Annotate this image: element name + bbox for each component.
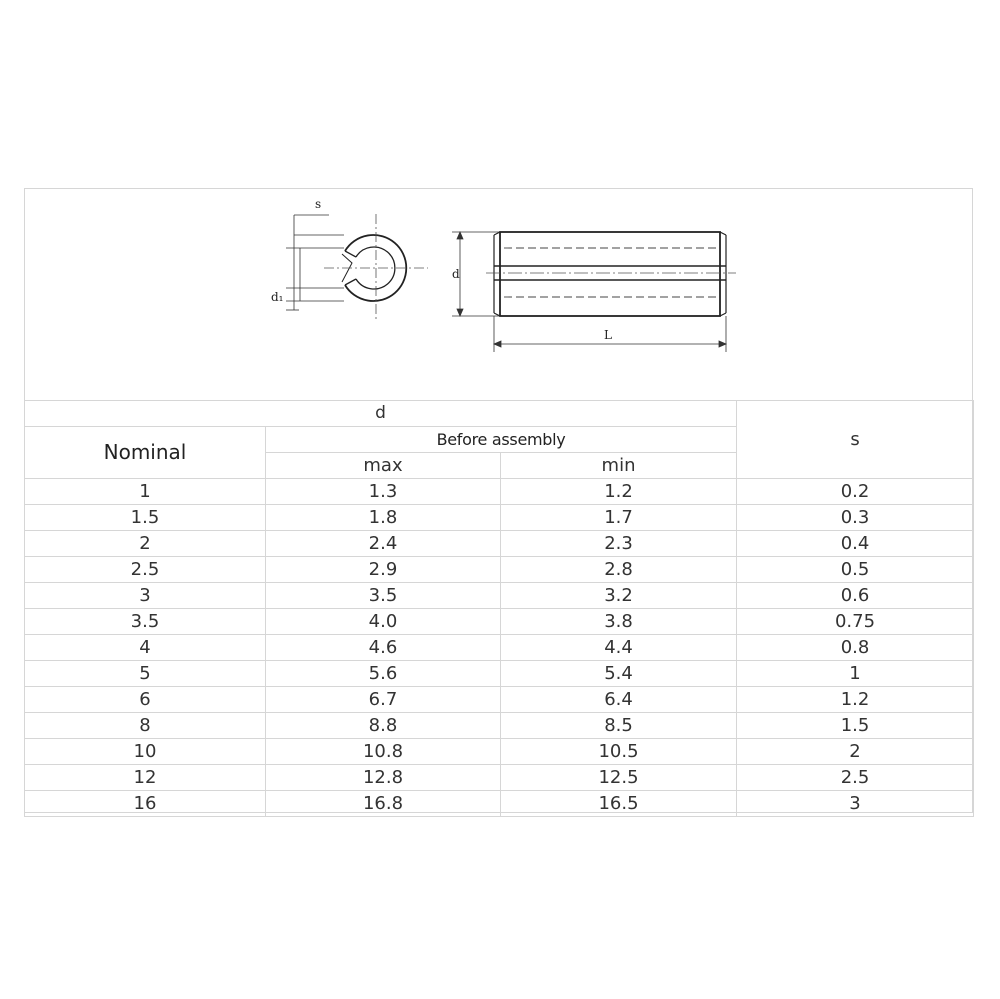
cell-max: 3.5 <box>266 583 501 609</box>
cell-nominal: 2.5 <box>25 557 266 583</box>
cell-nominal: 6 <box>25 687 266 713</box>
technical-drawing <box>24 188 973 400</box>
cell-max: 8.8 <box>266 713 501 739</box>
dimension-table <box>24 400 974 817</box>
cell-min: 4.4 <box>501 635 737 661</box>
label-L: L <box>604 328 612 342</box>
cell-min: 1.7 <box>501 505 737 531</box>
s-dimension <box>286 215 344 310</box>
cell-max: 4.0 <box>266 609 501 635</box>
cell-max: 10.8 <box>266 739 501 765</box>
cell-s: 2 <box>737 739 974 765</box>
cell-min: 3.2 <box>501 583 737 609</box>
header-s: s <box>737 401 974 479</box>
cell-nominal: 16 <box>25 791 266 817</box>
cell-nominal: 1.5 <box>25 505 266 531</box>
cell-max: 1.3 <box>266 479 501 505</box>
header-before-assembly: Before assembly <box>266 427 737 453</box>
table-row <box>25 479 974 505</box>
cell-max: 5.6 <box>266 661 501 687</box>
cell-max: 6.7 <box>266 687 501 713</box>
cell-min: 16.5 <box>501 791 737 817</box>
cell-s: 1.2 <box>737 687 974 713</box>
table-row <box>25 713 974 739</box>
cell-min: 12.5 <box>501 765 737 791</box>
cell-max: 2.9 <box>266 557 501 583</box>
cell-s: 3 <box>737 791 974 817</box>
table-row <box>25 531 974 557</box>
cell-s: 0.75 <box>737 609 974 635</box>
table-row <box>25 609 974 635</box>
label-s: s <box>315 197 322 211</box>
header-max: max <box>266 453 501 479</box>
cell-nominal: 3.5 <box>25 609 266 635</box>
cell-max: 12.8 <box>266 765 501 791</box>
cell-s: 1 <box>737 661 974 687</box>
cell-s: 0.4 <box>737 531 974 557</box>
cell-min: 3.8 <box>501 609 737 635</box>
cell-s: 0.3 <box>737 505 974 531</box>
side-view <box>494 232 726 316</box>
cell-s: 0.8 <box>737 635 974 661</box>
header-row-1 <box>25 401 974 427</box>
cell-min: 2.3 <box>501 531 737 557</box>
cell-nominal: 3 <box>25 583 266 609</box>
cell-min: 5.4 <box>501 661 737 687</box>
table-row <box>25 661 974 687</box>
label-d1: d₁ <box>271 290 284 304</box>
table-row <box>25 557 974 583</box>
cell-s: 0.2 <box>737 479 974 505</box>
cell-nominal: 8 <box>25 713 266 739</box>
table-row <box>25 583 974 609</box>
cell-max: 16.8 <box>266 791 501 817</box>
cell-s: 0.5 <box>737 557 974 583</box>
cell-nominal: 12 <box>25 765 266 791</box>
cell-nominal: 1 <box>25 479 266 505</box>
cell-s: 1.5 <box>737 713 974 739</box>
table-row <box>25 687 974 713</box>
cell-min: 1.2 <box>501 479 737 505</box>
cell-s: 2.5 <box>737 765 974 791</box>
cell-max: 1.8 <box>266 505 501 531</box>
side-view-hidden-lines <box>504 248 716 297</box>
cell-min: 10.5 <box>501 739 737 765</box>
end-view-centerlines <box>324 214 428 322</box>
header-nominal: Nominal <box>25 427 266 479</box>
label-d: d <box>452 267 460 281</box>
cell-nominal: 4 <box>25 635 266 661</box>
table-row <box>25 739 974 765</box>
header-min: min <box>501 453 737 479</box>
cell-max: 2.4 <box>266 531 501 557</box>
table-row <box>25 635 974 661</box>
cell-nominal: 2 <box>25 531 266 557</box>
cell-nominal: 5 <box>25 661 266 687</box>
cell-max: 4.6 <box>266 635 501 661</box>
cell-min: 8.5 <box>501 713 737 739</box>
table-row <box>25 505 974 531</box>
cell-s: 0.6 <box>737 583 974 609</box>
cell-nominal: 10 <box>25 739 266 765</box>
table-row <box>25 765 974 791</box>
cell-min: 6.4 <box>501 687 737 713</box>
table-row <box>25 791 974 817</box>
header-d: d <box>25 401 737 427</box>
cell-min: 2.8 <box>501 557 737 583</box>
